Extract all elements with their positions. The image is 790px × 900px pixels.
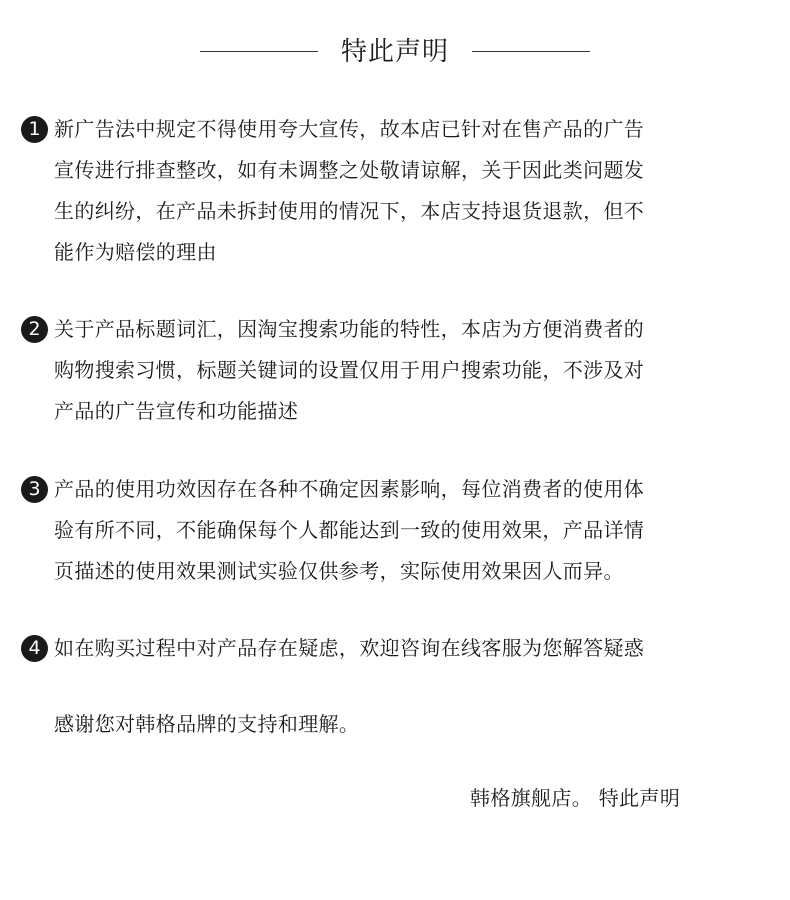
number-badge-1: 1 bbox=[21, 116, 48, 143]
statement-line: 页描述的使用效果测试实验仅供参考，实际使用效果因人而异。 bbox=[54, 559, 624, 583]
statement-line: 生的纠纷，在产品未拆封使用的情况下，本店支持退货退款，但不 bbox=[54, 199, 645, 223]
page-title: 特此声明 bbox=[340, 37, 449, 67]
statement-line: 能作为赔偿的理由 bbox=[54, 240, 217, 264]
statement-line: 产品的使用功效因存在各种不确定因素影响，每位消费者的使用体 bbox=[54, 477, 645, 501]
statement-item-3 bbox=[28, 469, 760, 592]
signature-text: 韩格旗舰店。 特此声明 bbox=[470, 786, 681, 810]
statement-line: 验有所不同，不能确保每个人都能达到一致的使用效果，产品详情 bbox=[54, 518, 645, 542]
header bbox=[0, 30, 790, 74]
statement-line: 产品的广告宣传和功能描述 bbox=[54, 399, 299, 423]
number-badge-2: 2 bbox=[21, 316, 48, 343]
number-badge-3: 3 bbox=[21, 476, 48, 503]
header-right-rule bbox=[472, 51, 590, 52]
statement-item-1 bbox=[28, 109, 760, 273]
number-badge-4: 4 bbox=[21, 635, 48, 662]
thanks-text: 感谢您对韩格品牌的支持和理解。 bbox=[54, 712, 360, 736]
statement-item-4 bbox=[28, 628, 760, 669]
statement-item-2 bbox=[28, 309, 760, 432]
statement-line: 如在购买过程中对产品存在疑虑，欢迎咨询在线客服为您解答疑惑 bbox=[54, 636, 645, 660]
statement-line: 新广告法中规定不得使用夸大宣传，故本店已针对在售产品的广告 bbox=[54, 117, 645, 141]
statement-line: 购物搜索习惯，标题关键词的设置仅用于用户搜索功能，不涉及对 bbox=[54, 358, 645, 382]
statement-line: 关于产品标题词汇，因淘宝搜索功能的特性，本店为方便消费者的 bbox=[54, 317, 645, 341]
statement-line: 宣传进行排查整改，如有未调整之处敬请谅解，关于因此类问题发 bbox=[54, 158, 645, 182]
